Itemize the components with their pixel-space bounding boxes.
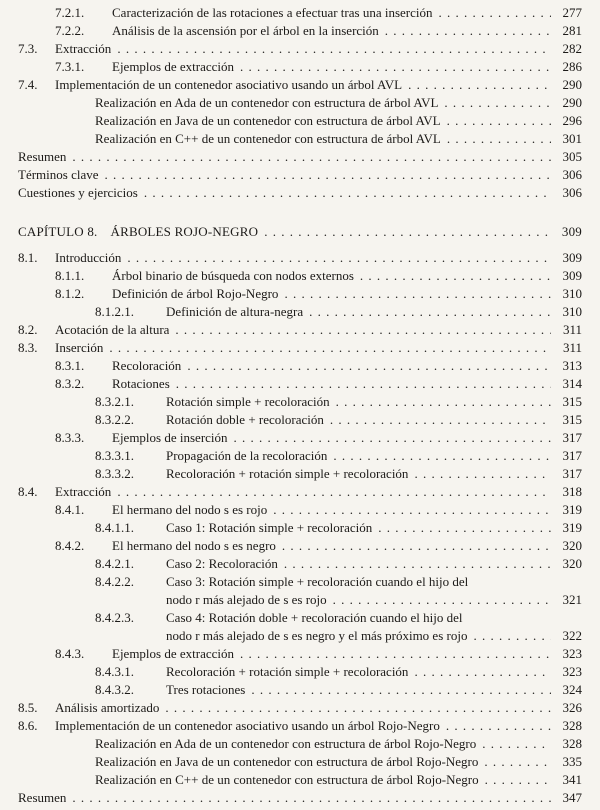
page-number: 323	[562, 664, 582, 679]
dot-leader	[444, 94, 551, 112]
toc-entry	[0, 447, 582, 465]
dot-leader	[234, 429, 551, 447]
toc-entry	[0, 609, 582, 627]
toc-entry	[0, 429, 582, 447]
toc-entry	[0, 393, 582, 411]
dot-leader	[144, 184, 551, 202]
entry-number: 8.4.3.	[55, 646, 85, 661]
entry-number: 8.2.	[18, 322, 38, 337]
vertical-gap	[0, 241, 582, 249]
page-number: 311	[562, 322, 582, 337]
page-number: 290	[562, 77, 582, 92]
entry-title: Tres rotaciones	[166, 682, 246, 697]
toc-entry	[0, 22, 582, 40]
page-number: 296	[562, 113, 582, 128]
entry-title: El hermano del nodo s es rojo	[112, 502, 268, 517]
dot-leader	[385, 22, 551, 40]
entry-number: 7.3.1.	[55, 59, 85, 74]
toc-entry	[0, 465, 582, 483]
entry-title: Resumen	[18, 149, 67, 164]
dot-leader	[333, 591, 551, 609]
entry-number: 8.5.	[18, 700, 38, 715]
entry-number: 7.4.	[18, 77, 38, 92]
dot-leader	[482, 735, 551, 753]
entry-title: Extracción	[55, 484, 112, 499]
toc-entry	[0, 645, 582, 663]
dot-leader	[447, 130, 551, 148]
toc-entry	[0, 4, 582, 22]
toc-entry	[0, 591, 582, 609]
toc-entry	[0, 411, 582, 429]
entry-title: Análisis de la ascensión por el árbol en la inserción	[112, 23, 379, 38]
toc-entry	[0, 321, 582, 339]
entry-title: Rotaciones	[112, 376, 170, 391]
dot-leader	[72, 789, 551, 807]
dot-leader	[117, 483, 551, 501]
page-number: 305	[562, 149, 582, 164]
page-number: 277	[562, 5, 582, 20]
dot-leader	[176, 375, 551, 393]
toc-entry	[0, 76, 582, 94]
dot-leader	[378, 519, 551, 537]
entry-number: 7.2.1.	[55, 5, 85, 20]
entry-title: Caracterización de las rotaciones a efectuar tras una inserción	[112, 5, 433, 20]
page-number: 318	[562, 484, 582, 499]
entry-title: nodo r más alejado de s es rojo	[166, 592, 327, 607]
entry-number: 8.4.2.	[55, 538, 85, 553]
page-number: 335	[562, 754, 582, 769]
page-number: 281	[562, 23, 582, 38]
entry-title: Rotación simple + recoloración	[166, 394, 330, 409]
page-number: 310	[562, 304, 582, 319]
entry-number: 8.4.1.	[55, 502, 85, 517]
toc-entry	[0, 771, 582, 789]
dot-leader	[273, 501, 551, 519]
entry-number: 8.4.3.1.	[95, 664, 134, 679]
dot-leader	[284, 555, 551, 573]
entry-number: 7.2.2.	[55, 23, 85, 38]
toc-entry	[0, 699, 582, 717]
entry-number: 8.3.3.1.	[95, 448, 134, 463]
page-number: 320	[562, 556, 582, 571]
dot-leader	[127, 249, 551, 267]
page-number: 309	[561, 224, 582, 239]
dot-leader	[408, 76, 551, 94]
dot-leader	[105, 166, 552, 184]
entry-title: Rotación doble + recoloración	[166, 412, 324, 427]
dot-leader	[309, 303, 551, 321]
page-number: 306	[562, 185, 582, 200]
entry-number: 8.4.2.2.	[95, 574, 134, 589]
dot-leader	[240, 645, 551, 663]
page-number: 317	[562, 448, 582, 463]
dot-leader	[446, 717, 551, 735]
entry-title: Implementación de un contenedor asociativo usando un árbol AVL	[55, 77, 403, 92]
entry-title: Realización en Java de un contenedor con estructura de árbol Rojo-Negro	[95, 754, 479, 769]
entry-title: Realización en Ada de un contenedor con estructura de árbol Rojo-Negro	[95, 736, 477, 751]
dot-leader	[485, 771, 551, 789]
toc-entry	[0, 555, 582, 573]
page-number: 310	[562, 286, 582, 301]
entry-number: 8.3.3.2.	[95, 466, 134, 481]
toc-entry	[0, 112, 582, 130]
toc-entry	[0, 166, 582, 184]
dot-leader	[165, 699, 551, 717]
toc-entry	[0, 663, 582, 681]
entry-title: Caso 4: Rotación doble + recoloración cuando el hijo del	[166, 610, 463, 625]
toc-entry	[0, 184, 582, 202]
page-number: 313	[562, 358, 582, 373]
page-number: 282	[562, 41, 582, 56]
page-number: 315	[562, 412, 582, 427]
entry-number: 8.6.	[18, 718, 38, 733]
toc-chapter-heading	[0, 223, 582, 241]
page-number: 323	[562, 646, 582, 661]
entry-title: ÁRBOLES ROJO-NEGRO	[110, 224, 259, 239]
entry-number: 8.1.1.	[55, 268, 85, 283]
entry-title: Realización en Java de un contenedor con estructura de árbol AVL	[95, 113, 441, 128]
page-number: 301	[562, 131, 582, 146]
dot-leader	[439, 4, 552, 22]
toc-entry	[0, 789, 582, 807]
toc-entry	[0, 537, 582, 555]
dot-leader	[240, 58, 551, 76]
page-number: 309	[562, 268, 582, 283]
toc-entry	[0, 501, 582, 519]
toc-entry	[0, 94, 582, 112]
entry-number: 8.3.2.	[55, 376, 85, 391]
entry-title: Cuestiones y ejercicios	[18, 185, 138, 200]
page-number: 317	[562, 430, 582, 445]
toc-entry	[0, 735, 582, 753]
page-number: 319	[562, 520, 582, 535]
toc-entry	[0, 58, 582, 76]
entry-title: Resumen	[18, 790, 67, 805]
entry-title: Caso 3: Rotación simple + recoloración cuando el hijo del	[166, 574, 469, 589]
toc-entry	[0, 249, 582, 267]
entry-title: Inserción	[55, 340, 104, 355]
entry-title: Ejemplos de extracción	[112, 646, 235, 661]
entry-title: Acotación de la altura	[55, 322, 170, 337]
dot-leader	[414, 465, 551, 483]
toc-entry	[0, 519, 582, 537]
toc-entry	[0, 753, 582, 771]
entry-title: Implementación de un contenedor asociativo usando un árbol Rojo-Negro	[55, 718, 440, 733]
entry-title: Propagación de la recoloración	[166, 448, 328, 463]
toc-entry	[0, 303, 582, 321]
toc-list	[0, 4, 582, 807]
toc-entry	[0, 717, 582, 735]
page-number: 347	[562, 790, 582, 805]
dot-leader	[251, 681, 551, 699]
toc-entry	[0, 627, 582, 645]
page-number: 315	[562, 394, 582, 409]
dot-leader	[117, 40, 551, 58]
entry-number: 8.4.2.1.	[95, 556, 134, 571]
dot-leader	[264, 223, 551, 241]
dot-leader	[336, 393, 551, 411]
entry-number: 8.4.	[18, 484, 38, 499]
dot-leader	[473, 627, 551, 645]
entry-title: Recoloración	[112, 358, 182, 373]
dot-leader	[360, 267, 551, 285]
entry-title: Realización en C++ de un contenedor con estructura de árbol AVL	[95, 131, 441, 146]
entry-number: 8.3.	[18, 340, 38, 355]
toc-entry	[0, 339, 582, 357]
dot-leader	[284, 285, 551, 303]
entry-title: Caso 1: Rotación simple + recoloración	[166, 520, 373, 535]
entry-title: Recoloración + rotación simple + recoloración	[166, 466, 409, 481]
toc-entry	[0, 148, 582, 166]
dot-leader	[282, 537, 551, 555]
entry-number: 7.3.	[18, 41, 38, 56]
entry-title: Introducción	[55, 250, 122, 265]
dot-leader	[447, 112, 551, 130]
dot-leader	[175, 321, 551, 339]
page-number: 309	[562, 250, 582, 265]
entry-title: Ejemplos de extracción	[112, 59, 235, 74]
dot-leader	[330, 411, 551, 429]
page-number: 328	[562, 736, 582, 751]
entry-title: Caso 2: Recoloración	[166, 556, 278, 571]
page-number: 314	[562, 376, 582, 391]
page-number: 317	[562, 466, 582, 481]
entry-number: 8.3.1.	[55, 358, 85, 373]
page-number: 319	[562, 502, 582, 517]
toc-entry	[0, 285, 582, 303]
dot-leader	[414, 663, 551, 681]
toc-entry	[0, 483, 582, 501]
vertical-gap	[0, 202, 582, 223]
toc-entry	[0, 375, 582, 393]
entry-title: El hermano del nodo s es negro	[112, 538, 276, 553]
page-number: 328	[562, 718, 582, 733]
entry-title: Términos clave	[18, 167, 99, 182]
entry-number: 8.4.3.2.	[95, 682, 134, 697]
entry-title: Realización en Ada de un contenedor con estructura de árbol AVL	[95, 95, 439, 110]
dot-leader	[333, 447, 551, 465]
entry-number: 8.4.2.3.	[95, 610, 134, 625]
page-number: 290	[562, 95, 582, 110]
page-number: 321	[562, 592, 582, 607]
entry-title: Definición de altura-negra	[166, 304, 304, 319]
dot-leader	[187, 357, 551, 375]
entry-title: nodo r más alejado de s es negro y el más próximo es rojo	[166, 628, 468, 643]
toc-entry	[0, 681, 582, 699]
page-number: 320	[562, 538, 582, 553]
toc-entry	[0, 267, 582, 285]
entry-title: Extracción	[55, 41, 112, 56]
entry-number: 8.3.3.	[55, 430, 85, 445]
page-number: 322	[562, 628, 582, 643]
entry-number: 8.1.2.1.	[95, 304, 134, 319]
toc-entry	[0, 573, 582, 591]
page-number: 324	[562, 682, 582, 697]
entry-title: Realización en C++ de un contenedor con estructura de árbol Rojo-Negro	[95, 772, 479, 787]
page-number: 341	[562, 772, 582, 787]
page-number: 286	[562, 59, 582, 74]
entry-number: CAPÍTULO 8.	[18, 224, 98, 239]
toc-entry	[0, 130, 582, 148]
entry-number: 8.1.	[18, 250, 38, 265]
entry-number: 8.4.1.1.	[95, 520, 134, 535]
entry-number: 8.1.2.	[55, 286, 85, 301]
dot-leader	[72, 148, 551, 166]
dot-leader	[484, 753, 551, 771]
page-number: 306	[562, 167, 582, 182]
entry-title: Análisis amortizado	[55, 700, 160, 715]
entry-title: Recoloración + rotación simple + recoloración	[166, 664, 409, 679]
toc-entry	[0, 40, 582, 58]
page-number: 311	[562, 340, 582, 355]
page-number: 326	[562, 700, 582, 715]
dot-leader	[109, 339, 551, 357]
entry-number: 8.3.2.2.	[95, 412, 134, 427]
entry-title: Ejemplos de inserción	[112, 430, 228, 445]
entry-number: 8.3.2.1.	[95, 394, 134, 409]
toc-entry	[0, 357, 582, 375]
entry-title: Definición de árbol Rojo-Negro	[112, 286, 279, 301]
entry-title: Árbol binario de búsqueda con nodos externos	[112, 268, 354, 283]
